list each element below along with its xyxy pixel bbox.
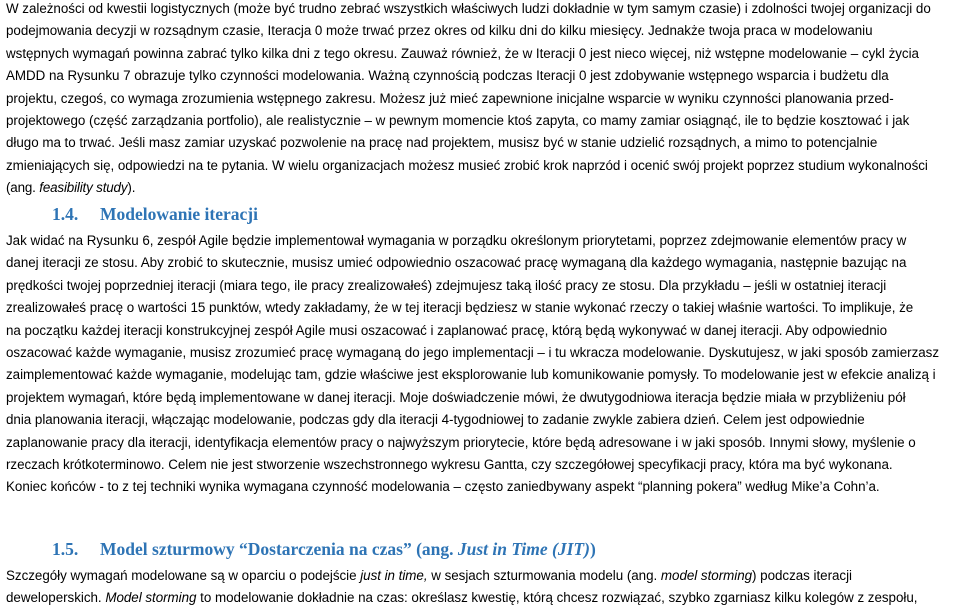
text-run: ). (127, 180, 136, 196)
text-line: zaplanowanie pracy dla iteracji, identyfikacja elementów pracy o najwyższym priorytecie, które będą adresowane i w jaki sposób. Innymi słowy, myślenie o (6, 434, 916, 450)
text-line: długo ma to trwać. Jeśli masz zamiar uzyskać pozwolenie na pracę nad projektem, musisz być w stanie udzielić rozsądnych, a mimo to potencjalnie (6, 135, 878, 151)
text-line: na początku każdej iteracji konstrukcyjnej zespół Agile musi oszacować i zaplanować pracę, którą będą wykonywać w danej iteracji. Aby odpowiednio (6, 322, 887, 338)
section-heading-1-5 (52, 539, 596, 560)
text-run: Szczegóły wymagań modelowane są w oparciu o podejście (6, 568, 361, 583)
text-line: projektowego (część zarządzania portfolio), ale realistycznie – w pewnym momencie ktoś zapyta, co mamy zamiar osiągnąć, ile to będzie kosztować i jak (6, 113, 910, 129)
text-run: ) podczas iteracji (752, 568, 852, 583)
text-line: projektem wymagań, które będą implementowane w danej iteracji. Moje doświadczenie mówi, że dwutygodniowa iteracja będzie miała w przybliżeniu pół (6, 389, 906, 405)
italic-term: just in time, (360, 568, 428, 583)
text-line: prędkości twojej poprzedniej iteracji (miara tego, ile pracy zrealizowałeś) zdejmujesz taką ilość pracy ze stosu. Dla przykładu – jeśli w ostatniej iteracji (6, 277, 887, 293)
section-title-end: ) (589, 539, 596, 559)
text-run: to modelowanie dokładnie na czas: określasz kwestię, którą chcesz rozwiązać, szybko zgarniasz kilku kolegów z zespołu, (196, 590, 918, 606)
paragraph-iteration-modeling (6, 230, 956, 499)
text-line: zmieniających się, odpowiedzi na te pytania. W wielu organizacjach możesz musieć zrobić krok naprzód i ocenić swój projekt poprzez studium wykonalności (6, 157, 928, 173)
text-line: dnia planowania iteracji, włączając modelowanie, podczas gdy dla iteracji 4-tygodniowej to zadanie zwykle zabiera dzień. Celem jest odpowiednie (6, 412, 865, 428)
italic-term: Model storming (105, 590, 197, 606)
section-title-italic: Just in Time (JIT) (457, 539, 590, 559)
text-line: rzeczach krótkoterminowo. Celem nie jest stworzenie wszechstronnego wykresu Gantta, czy szczegółowej specyfikacji pracy, która ma być wykonana. (6, 457, 893, 473)
italic-term: feasibility study (39, 180, 128, 196)
text-line: Koniec końców - to z tej techniki wynika wymagana czynność modelowania – często zaniedbywany aspekt “planning pokera” według Mike’a Cohn’a. (6, 479, 880, 495)
text-line: oszacować każde wymaganie, musisz zrozumieć pracę wymaganą do jego implementacji – i tu wkracza modelowanie. Dyskutujesz, w jaki sposób zamierzasz (6, 345, 939, 361)
italic-term: model storming (660, 568, 753, 583)
text-line (6, 587, 956, 607)
text-line: projektu, czegoś, co wymaga zrozumienia wstępnego zakresu. Możesz już mieć zapewnione inicjalne wsparcie w wyniku czynności planowania przed- (6, 90, 894, 106)
text-line: zaimplementować każde wymaganie, modelując tam, gdzie właściwe jest eksplorowanie lub komunikowanie pomysły. To modelowanie jest w efekcie analizą i (6, 367, 936, 383)
text-line: zrealizowałeś pracę o wartości 15 punktów, wtedy zakładamy, że w tej iteracji będziesz w stanie wykonać rzeczy o takiej właśnie wartości. To implikuje, że (6, 300, 914, 316)
text-line: W zależności od kwestii logistycznych (może być trudno zebrać wszystkich właściwych ludzi dokładnie w tym samym czasie) i zdolności twojej organizacji do (6, 1, 931, 16)
paragraph-model-storming (6, 565, 956, 607)
section-number: 1.4. (52, 204, 79, 224)
text-line (6, 565, 956, 587)
text-run: deweloperskich. (6, 590, 106, 606)
text-run: w sesjach szturmowania modelu (ang. (427, 568, 661, 583)
paragraph-iteration-0 (6, 0, 956, 200)
text-line: podejmowania decyzji w rozsądnym czasie, Iteracja 0 może trwać przez okres od kilku dni do kilku miesięcy. Jednakże twoja praca w modelowaniu (6, 23, 873, 39)
text-run: (ang. (6, 180, 40, 196)
text-line: AMDD na Rysunku 7 obrazuje tylko czynności modelowania. Ważną czynnością podczas Iteracji 0 jest zdobywanie wstępnego wsparcia i budżetu dla (6, 68, 889, 84)
section-title: Model szturmowy “Dostarczenia na czas” (ang. (100, 539, 458, 559)
text-line: Jak widać na Rysunku 6, zespół Agile będzie implementował wymagania w porządku określonym priorytetami, poprzez zdejmowanie elementów pracy w (6, 233, 907, 248)
text-line: wstępnych wymagań powinna zabrać tylko kilka dni z tego okresu. Zauważ również, że w Iteracji 0 jest nieco więcej, niż wstępne modelowanie – cykl życia (6, 45, 919, 61)
section-title: Modelowanie iteracji (100, 204, 258, 224)
section-heading-1-4 (52, 204, 258, 225)
text-line (6, 177, 956, 199)
section-number: 1.5. (52, 539, 79, 559)
text-line: danej iteracji ze stosu. Aby zrobić to skutecznie, musisz umieć odpowiednio oszacować pracę wymaganą dla każdego wymagania, następnie bazując na (6, 255, 907, 271)
